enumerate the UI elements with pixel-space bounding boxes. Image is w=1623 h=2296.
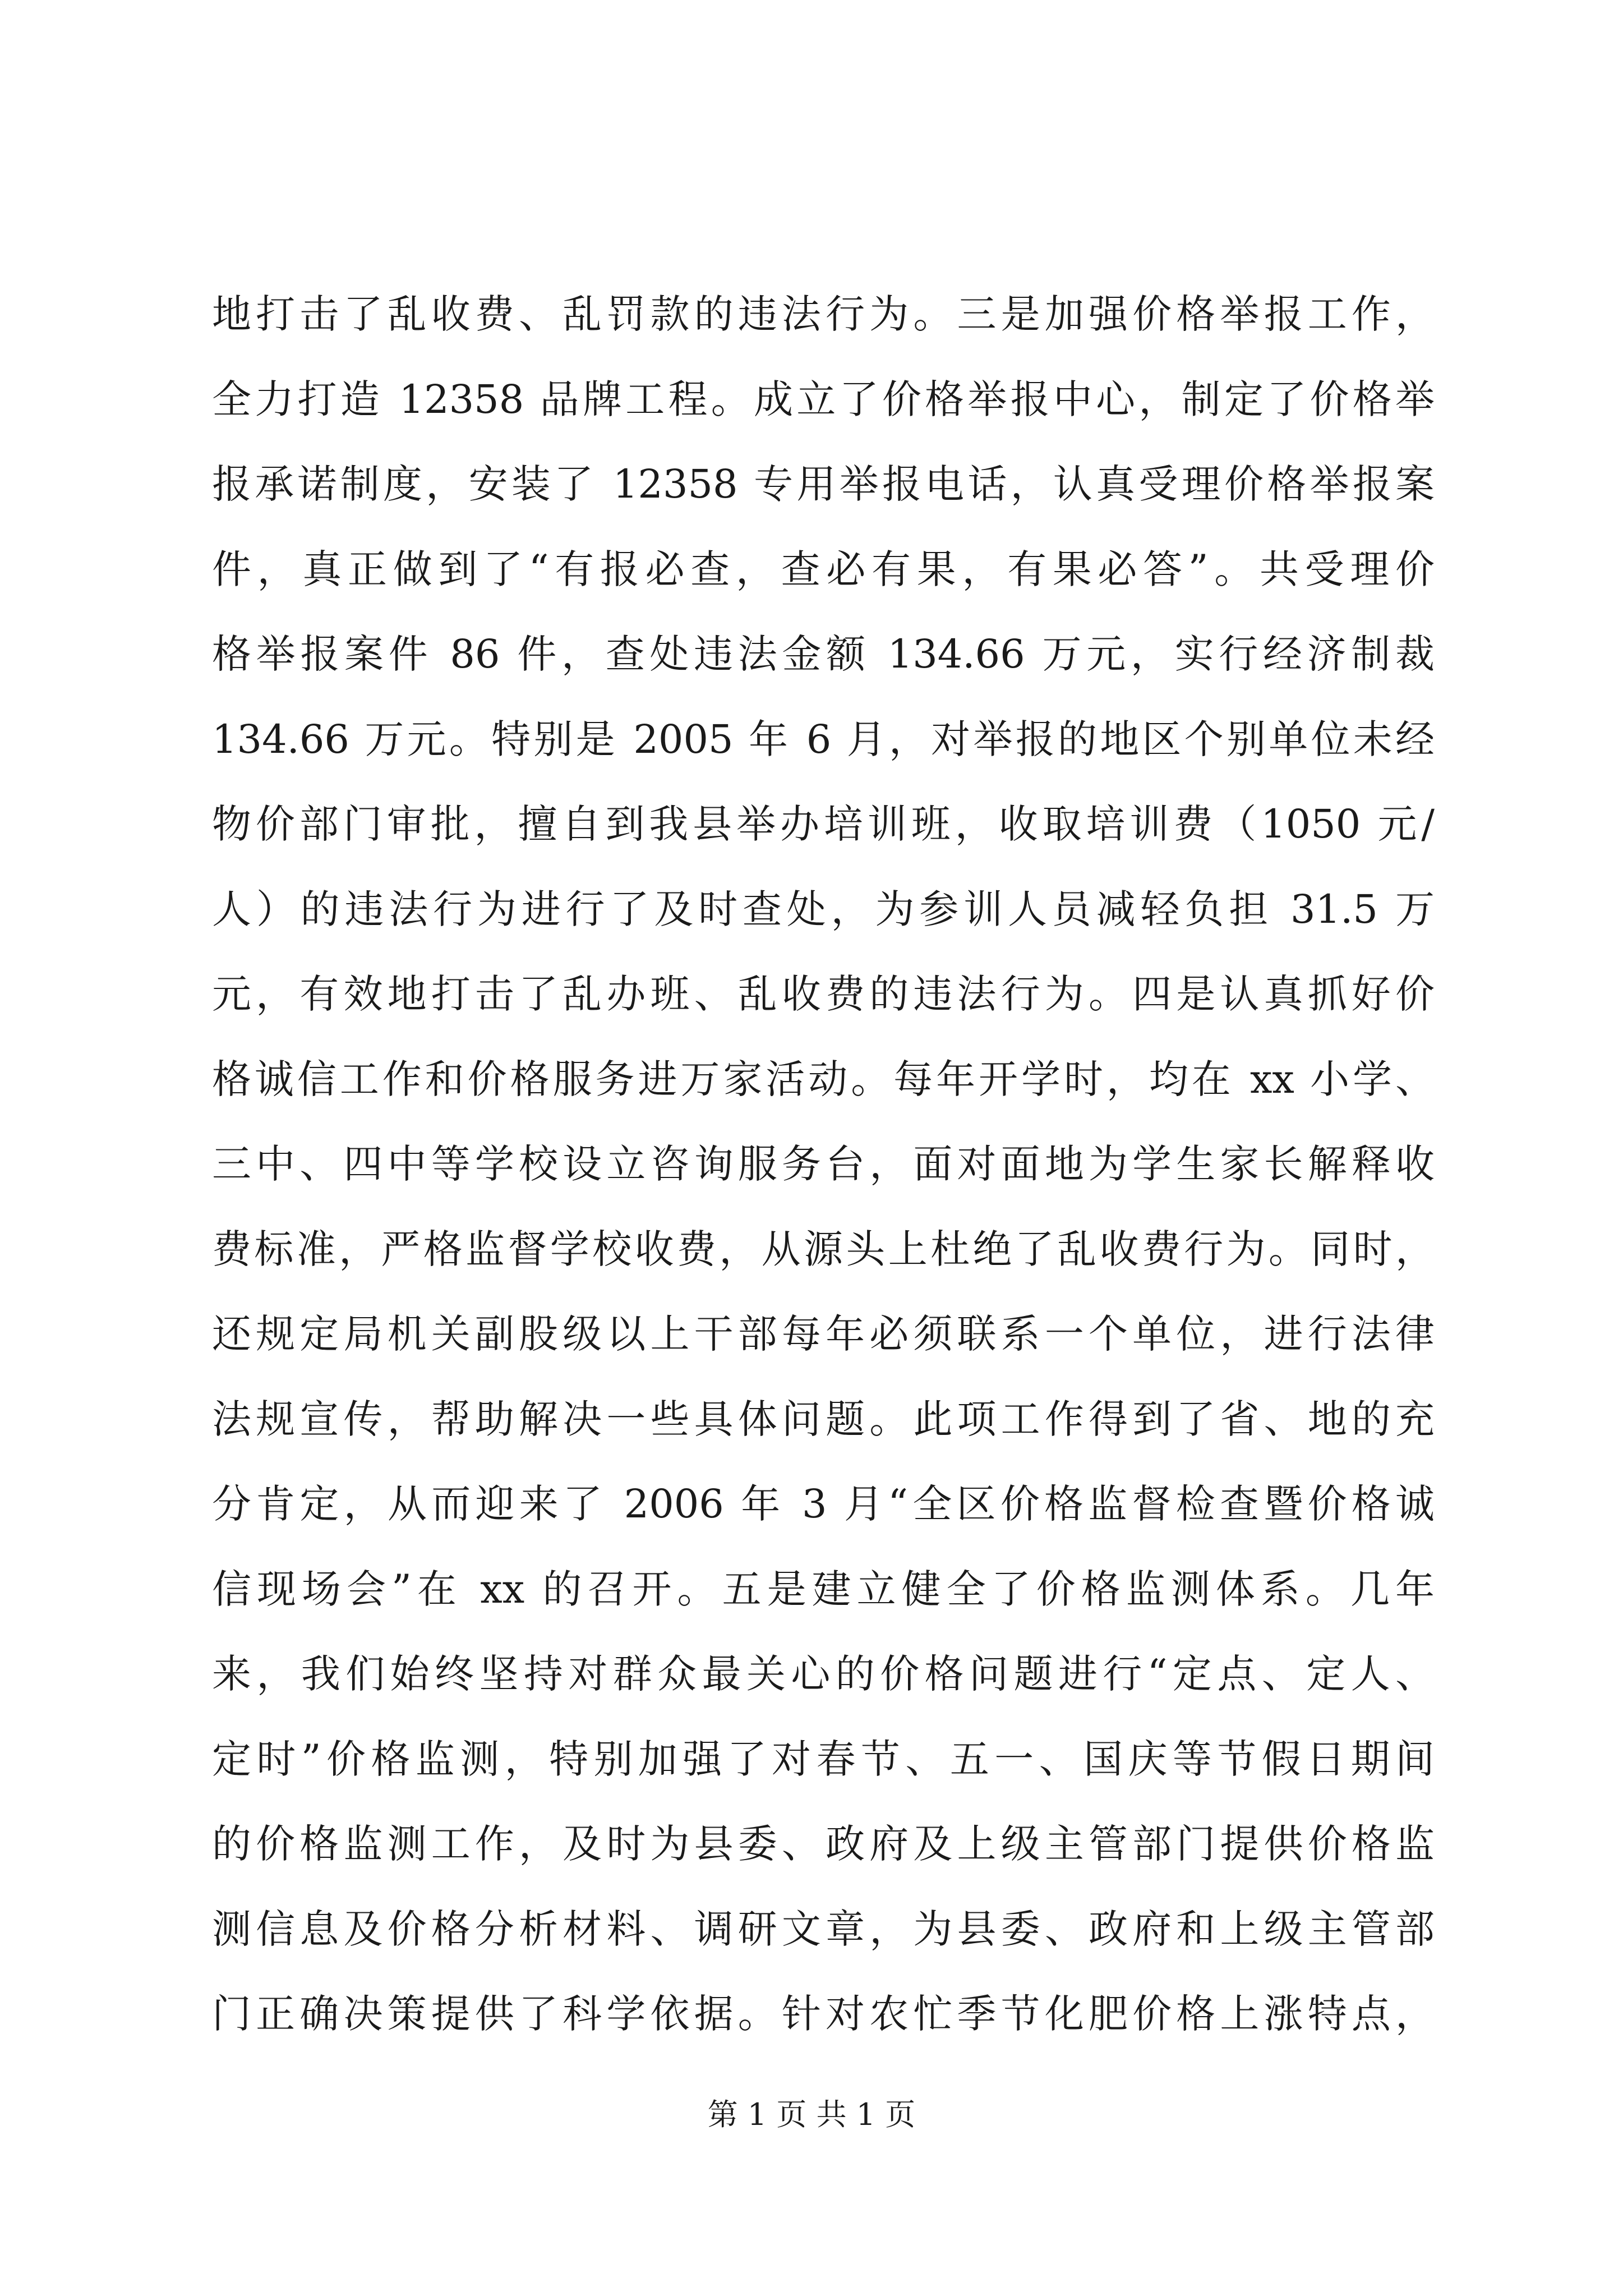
text-line: 地打击了乱收费、乱罚款的违法行为。三是加强价格举报工作， — [212, 291, 1435, 337]
text-line: 件，真正做到了“有报必查，查必有果，有果必答”。共受理价 — [212, 546, 1435, 592]
text-line: 报承诺制度，安装了 12358 专用举报电话，认真受理价格举报案 — [212, 461, 1435, 507]
text-line: 格诚信工作和价格服务进万家活动。每年开学时，均在 xx 小学、 — [212, 1056, 1435, 1102]
text-line: 定时”价格监测，特别加强了对春节、五一、国庆等节假日期间 — [212, 1736, 1435, 1782]
text-line: 三中、四中等学校设立咨询服务台，面对面地为学生家长解释收 — [212, 1141, 1435, 1187]
text-line: 门正确决策提供了科学依据。针对农忙季节化肥价格上涨特点， — [212, 1991, 1435, 2037]
text-line: 来，我们始终坚持对群众最关心的价格问题进行“定点、定人、 — [212, 1651, 1435, 1697]
text-line: 法规宣传，帮助解决一些具体问题。此项工作得到了省、地的充 — [212, 1396, 1435, 1442]
text-line: 还规定局机关副股级以上干部每年必须联系一个单位，进行法律 — [212, 1311, 1435, 1357]
page-number-label: 第 1 页 共 1 页 — [707, 2097, 916, 2132]
text-line: 134.66 万元。特别是 2005 年 6 月，对举报的地区个别单位未经 — [212, 716, 1435, 762]
text-line: 格举报案件 86 件，查处违法金额 134.66 万元，实行经济制裁 — [212, 631, 1435, 677]
text-line: 人）的违法行为进行了及时查处，为参训人员减轻负担 31.5 万 — [212, 886, 1435, 932]
text-line: 测信息及价格分析材料、调研文章，为县委、政府和上级主管部 — [212, 1906, 1435, 1952]
page-footer — [0, 2095, 1623, 2134]
text-line: 全力打造 12358 品牌工程。成立了价格举报中心，制定了价格举 — [212, 376, 1435, 422]
text-line: 元，有效地打击了乱办班、乱收费的违法行为。四是认真抓好价 — [212, 971, 1435, 1017]
text-line: 分肯定，从而迎来了 2006 年 3 月“全区价格监督检查暨价格诚 — [212, 1481, 1435, 1527]
text-line: 信现场会”在 xx 的召开。五是建立健全了价格监测体系。几年 — [212, 1566, 1435, 1612]
text-line: 的价格监测工作，及时为县委、政府及上级主管部门提供价格监 — [212, 1821, 1435, 1867]
text-line: 物价部门审批，擅自到我县举办培训班，收取培训费（1050 元/ — [212, 801, 1435, 847]
text-line: 费标准，严格监督学校收费，从源头上杜绝了乱收费行为。同时， — [212, 1226, 1435, 1272]
